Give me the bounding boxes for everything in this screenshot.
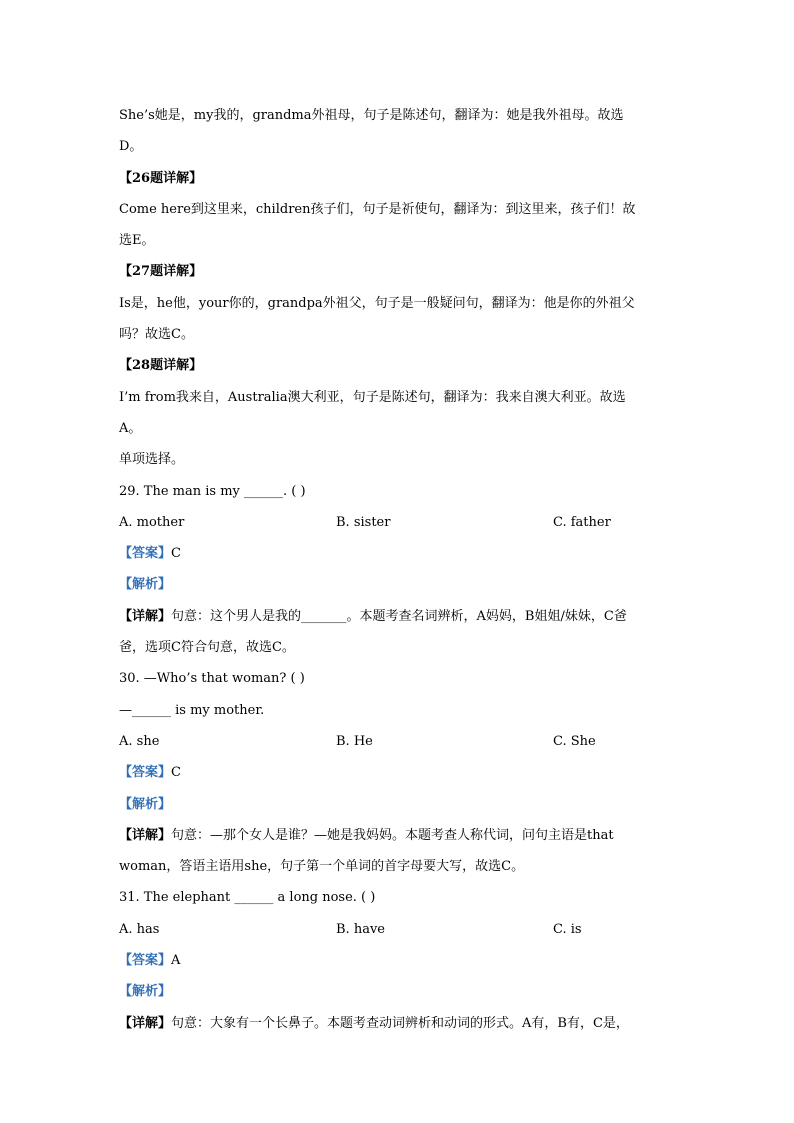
option-b: B. have — [336, 921, 385, 937]
section-heading-26: 【26题详解】 — [119, 170, 203, 186]
detail-line — [119, 601, 679, 632]
question-stem: —______ is my mother. — [119, 702, 265, 718]
option-c: C. She — [553, 733, 596, 749]
answer-label: 【答案】 — [119, 765, 172, 781]
question-stem: 30. —Who’s that woman? ( ) — [119, 671, 305, 687]
option-c: C. is — [553, 921, 582, 937]
text-line: D。 — [119, 139, 143, 155]
answer-line — [119, 945, 679, 976]
analysis-line — [119, 976, 679, 1007]
text-line: She’s她是，my我的，grandma外祖母，句子是陈述句，翻译为：她是我外祖母。故选 — [119, 108, 624, 123]
question-options — [119, 726, 679, 757]
detail-text: 句意：—那个女人是谁？—她是我妈妈。本题考查人称代词，问句主语是that — [171, 827, 614, 843]
text-line: A。 — [119, 420, 142, 436]
answer-label: 【答案】 — [119, 953, 172, 969]
answer-line — [119, 538, 679, 569]
option-b: B. He — [336, 733, 373, 749]
option-a: A. has — [119, 921, 160, 937]
analysis-line — [119, 569, 679, 600]
detail-line — [119, 820, 679, 851]
text-line: I’m from我来自，Australia澳大利亚，句子是陈述句，翻译为：我来自澳大利亚。故选 — [119, 389, 626, 405]
section-heading-28: 【28题详解】 — [119, 358, 203, 374]
question-stem: 31. The elephant ______ a long nose. ( ) — [119, 890, 376, 906]
question-options — [119, 914, 679, 945]
detail-line — [119, 1008, 679, 1039]
option-a: A. she — [119, 733, 160, 749]
text-line: 选E。 — [119, 233, 155, 249]
text-line: 吗？故选C。 — [119, 327, 194, 343]
detail-continuation: woman，答语主语用she，句子第一个单词的首字母要大写，故选C。 — [119, 859, 525, 875]
analysis-label: 【解析】 — [119, 796, 172, 812]
section-title: 单项选择。 — [119, 452, 185, 468]
analysis-label: 【解析】 — [119, 577, 172, 593]
answer-label: 【答案】 — [119, 546, 172, 562]
detail-label: 【详解】 — [119, 827, 172, 843]
answer-line — [119, 757, 679, 788]
detail-continuation: 爸，选项C符合句意，故选C。 — [119, 640, 295, 656]
text-line: Is是，he他，your你的，grandpa外祖父，句子是一般疑问句，翻译为：他是你的外祖父 — [119, 295, 635, 311]
question-options — [119, 507, 679, 538]
detail-label: 【详解】 — [119, 608, 172, 624]
detail-label: 【详解】 — [119, 1015, 172, 1031]
detail-text: 句意：这个男人是我的_______。本题考查名词辨析，A妈妈，B姐姐/妹妹，C爸 — [171, 608, 627, 624]
answer-value: C — [171, 546, 181, 562]
analysis-label: 【解析】 — [119, 984, 172, 1000]
answer-value: C — [171, 765, 181, 781]
option-a: A. mother — [119, 514, 185, 530]
answer-value: A — [171, 953, 181, 969]
option-c: C. father — [553, 514, 611, 530]
question-stem: 29. The man is my ______. ( ) — [119, 483, 306, 499]
text-line: Come here到这里来，children孩子们，句子是祈使句，翻译为：到这里来，孩子们！故 — [119, 201, 636, 217]
detail-text: 句意：大象有一个长鼻子。本题考查动词辨析和动词的形式。A有，B有，C是， — [171, 1015, 629, 1031]
document-page — [119, 100, 679, 1039]
option-b: B. sister — [336, 514, 391, 530]
analysis-line — [119, 789, 679, 820]
section-heading-27: 【27题详解】 — [119, 264, 203, 280]
